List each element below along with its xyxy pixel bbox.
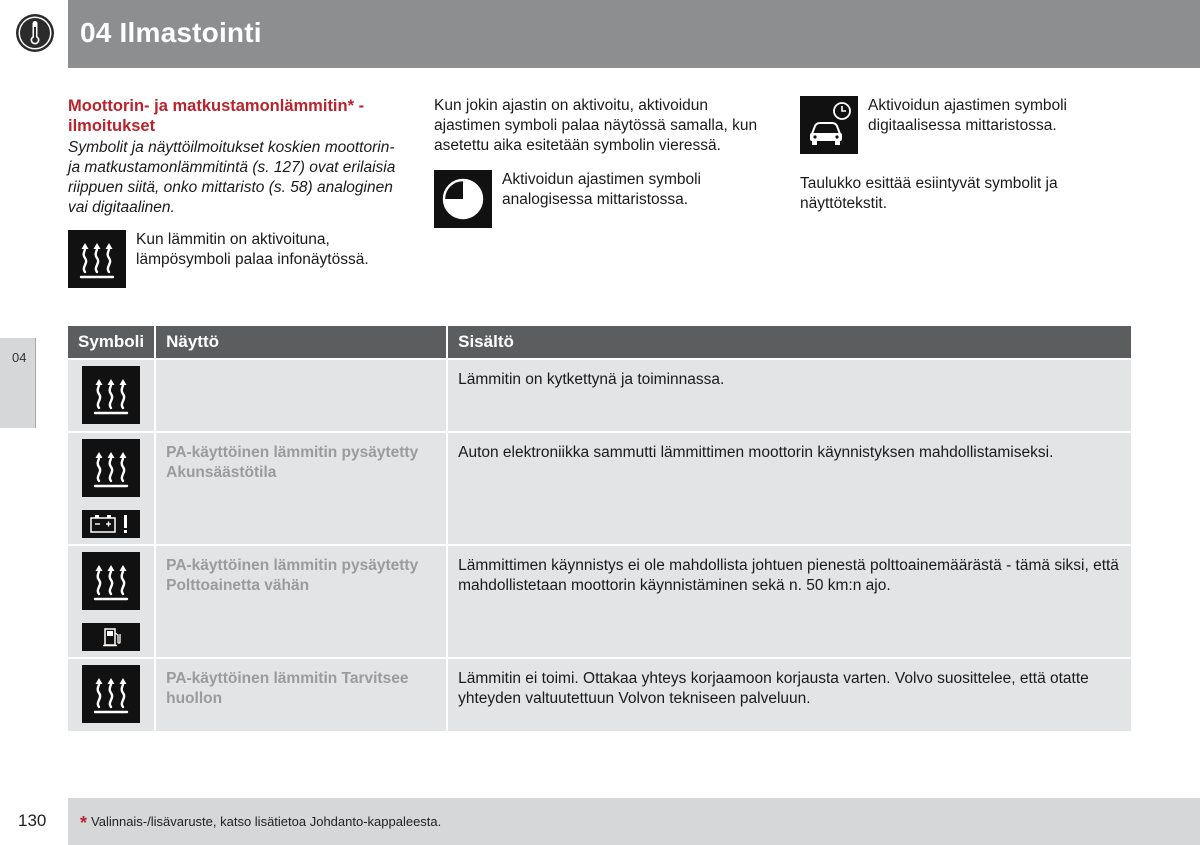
footnote <box>80 813 441 834</box>
section-heading <box>68 96 408 136</box>
table-cell-display: PA-käyttöinen lämmitin pysäytetty Akunsäästötila <box>155 432 447 545</box>
table-row <box>68 658 1131 731</box>
table-cell-content: Lämmitin on kytkettynä ja toiminnassa. <box>447 359 1131 432</box>
heater-symbol-text: Kun lämmitin on aktivoituna, lämpösymboli palaa infonäytössä. <box>136 231 369 268</box>
chapter-title: 04 Ilmastointi <box>80 17 262 48</box>
chapter-header <box>0 0 1200 68</box>
digital-timer-text: Aktivoidun ajastimen symboli digitaalisessa mittaristossa. <box>868 97 1068 134</box>
heater-symbol-icon <box>68 230 126 288</box>
table-cell-content: Lämmittimen käynnistys ei ole mahdollista johtuen pienestä polttoainemäärästä - tämä siksi, että mahdollistetaan moottorin käynnistäminen sekä n. 50 km:n ajo. <box>447 545 1131 658</box>
footnote-text: Valinnais-/lisävaruste, katso lisätietoa Johdanto-kappaleesta. <box>91 814 442 829</box>
section-heading-line2: ilmoitukset <box>68 117 156 135</box>
analog-timer-row <box>434 170 769 228</box>
analog-timer-text: Aktivoidun ajastimen symboli analogisessa mittaristossa. <box>502 171 702 208</box>
chapter-side-tab <box>0 338 36 428</box>
section-heading-line1: Moottorin- ja matkustamonlämmitin* - <box>68 97 365 115</box>
digital-timer-icon <box>800 96 858 154</box>
battery-warning-icon <box>82 510 140 538</box>
table-row <box>68 545 1131 658</box>
table-header-row <box>68 326 1131 359</box>
digital-timer-row <box>800 96 1140 154</box>
table-cell-symbol <box>68 545 155 658</box>
column-2 <box>434 96 769 228</box>
footnote-star: * <box>80 813 88 833</box>
table-cell-display: PA-käyttöinen lämmitin pysäytetty Polttoainetta vähän <box>155 545 447 658</box>
table-cell-display: PA-käyttöinen lämmitin Tarvitsee huollon <box>155 658 447 731</box>
table-row <box>68 432 1131 545</box>
chapter-side-tab-label: 04 <box>12 350 27 365</box>
table-row <box>68 359 1131 432</box>
table-cell-symbol <box>68 359 155 432</box>
page-number: 130 <box>18 811 47 830</box>
table-cell-content: Auton elektroniikka sammutti lämmittimen moottorin käynnistyksen mahdollistamiseksi. <box>447 432 1131 545</box>
thermometer-icon <box>15 13 55 53</box>
chapter-icon-box <box>0 0 68 68</box>
column-1 <box>68 96 408 288</box>
table-cell-display <box>155 359 447 432</box>
fuel-pump-icon <box>82 623 140 651</box>
symbols-table <box>68 326 1131 731</box>
table-header-symbol: Symboli <box>68 326 155 359</box>
table-header-content: Sisältö <box>447 326 1131 359</box>
heater-symbol-icon <box>82 439 140 497</box>
heater-symbol-icon <box>82 552 140 610</box>
heater-symbol-row <box>68 230 408 288</box>
table-cell-symbol <box>68 658 155 731</box>
table-intro-text: Taulukko esittää esiintyvät symbolit ja näyttötekstit. <box>800 175 1058 212</box>
timer-text: Kun jokin ajastin on aktivoitu, aktivoidun ajastimen symboli palaa näytössä samalla, kun asetettu aika esitetään symbolin vieressä. <box>434 97 758 154</box>
heater-symbol-icon <box>82 366 140 424</box>
section-intro: Symbolit ja näyttöilmoitukset koskien moottorin- ja matkustamonlämmitintä (s. 127) ovat erilaisia riippuen siitä, onko mittaristo (s. 58) analoginen vai digitaalinen. <box>68 139 396 216</box>
column-3 <box>800 96 1140 214</box>
heater-symbol-icon <box>82 665 140 723</box>
analog-timer-icon <box>434 170 492 228</box>
table-header-display: Näyttö <box>155 326 447 359</box>
table-cell-symbol <box>68 432 155 545</box>
table-cell-content: Lämmitin ei toimi. Ottakaa yhteys korjaamoon korjausta varten. Volvo suosittelee, että otatte yhteyden valtuutettuun Volvon tekniseen palveluun. <box>447 658 1131 731</box>
